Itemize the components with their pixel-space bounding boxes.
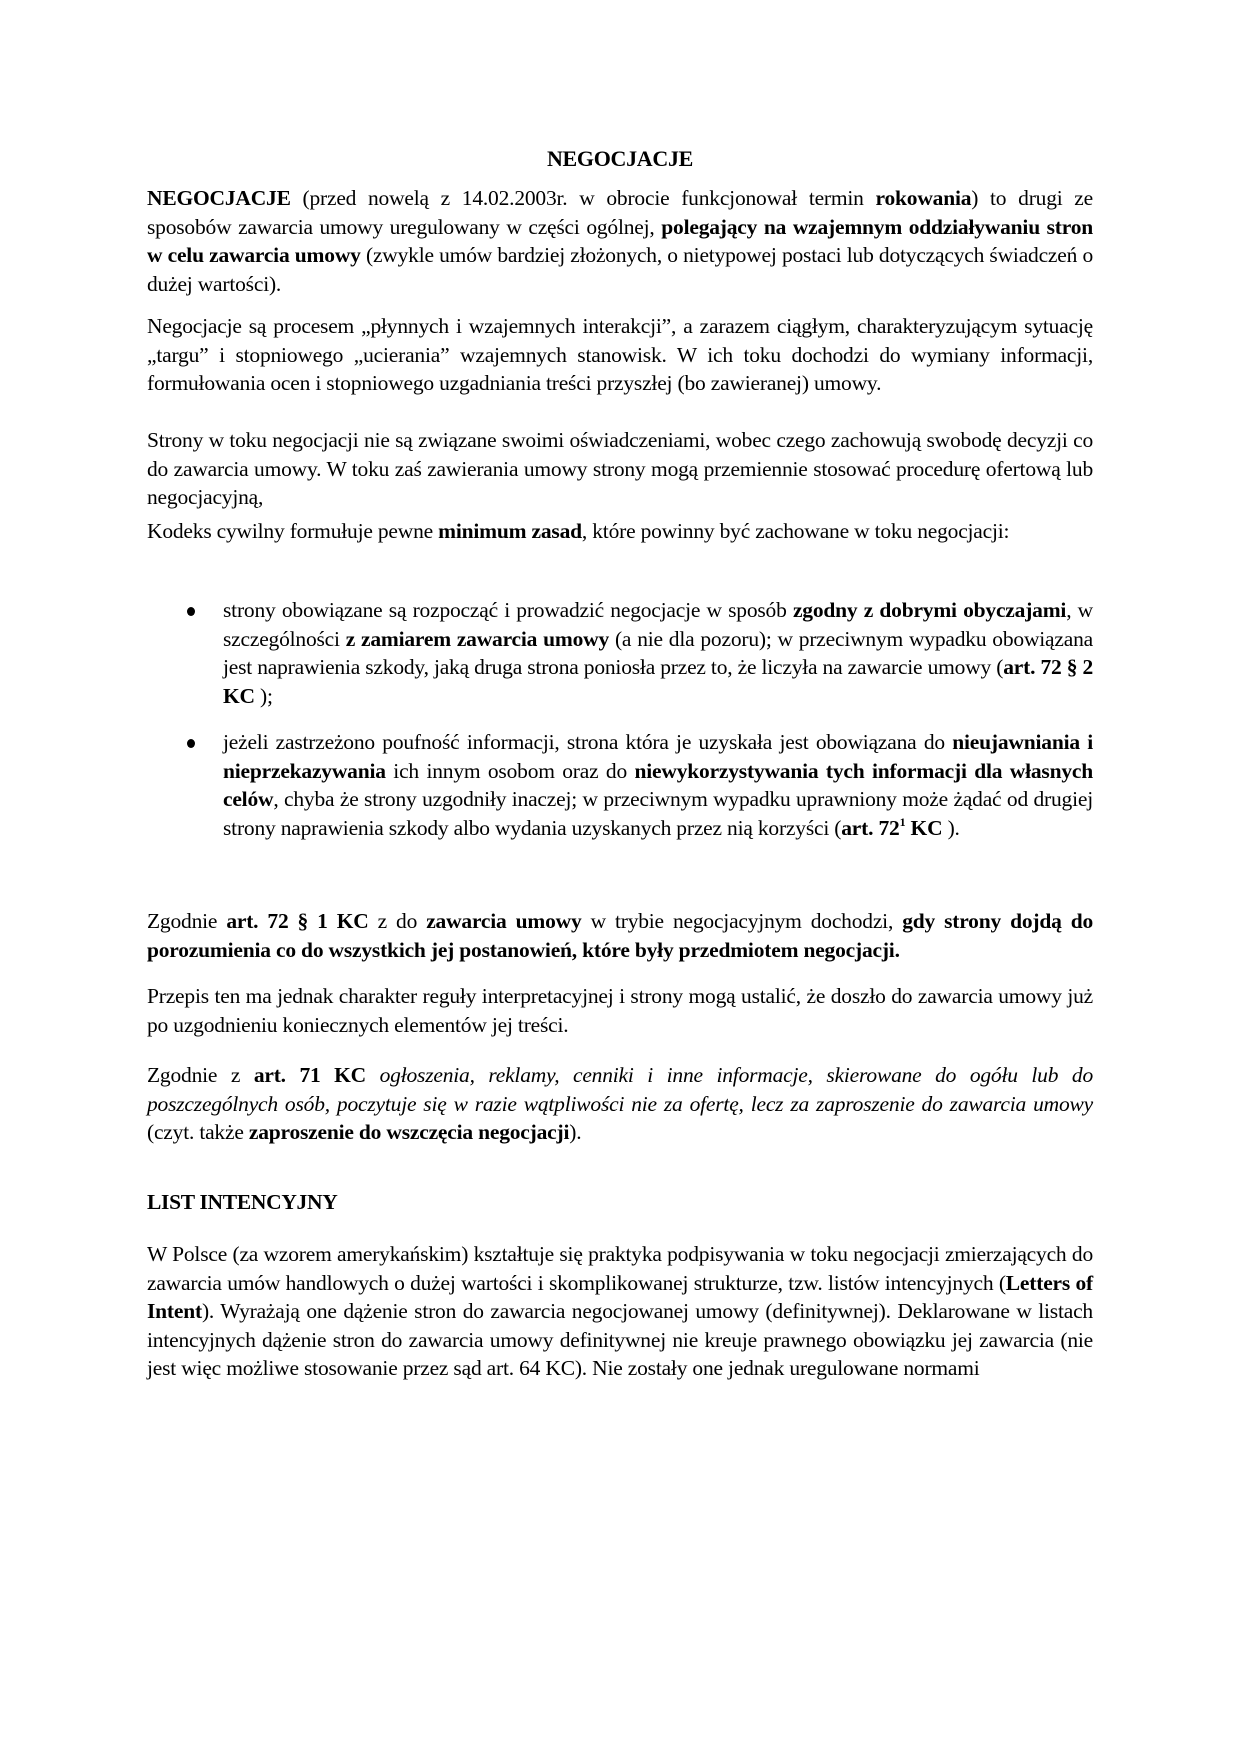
bullet-icon [187, 739, 195, 748]
document-title: NEGOCJACJE [546, 146, 694, 171]
paragraph-minimum-rules: Kodeks cywilny formułuje pewne minimum zasad, które powinny być zachowane w toku negocjacji: [147, 519, 1010, 543]
paragraph-definition: NEGOCJACJE (przed nowelą z 14.02.2003r. w obrocie funkcjonował termin rokowania) to drugi ze sposobów zawarcia umowy uregulowany w części ogólnej, polegający na wzajemnym oddziaływaniu stron w celu zawarcia umowy (zwykle umów bardziej złożonych, o nietypowej postaci lub dotyczących świadczeń o dużej wartości). [147, 186, 1094, 296]
paragraph-letter-of-intent: W Polsce (za wzorem amerykańskim) kształtuje się praktyka podpisywania w toku negocjacji zmierzających do zawarcia umów handlowych o dużej wartości i skomplikowanej strukturze, tzw. listów intencyjnych (Letters of Intent). Wyrażają one dążenie stron do zawarcia negocjowanej umowy (definitywnej). Deklarowane w listach intencyjnych dążenie stron do zawarcia umowy definitywnej nie kreuje prawnego obowiązku jej zawarcia (nie jest więc możliwe stosowanie przez sąd art. 64 KC). Nie zostały one jednak uregulowane normami [147, 1242, 1093, 1380]
paragraph-art-72: Zgodnie art. 72 § 1 KC z do zawarcia umowy w trybie negocjacyjnym dochodzi, gdy strony dojdą do porozumienia co do wszystkich jej postanowień, które były przedmiotem negocjacji. [147, 909, 1094, 962]
paragraph-art-71: Zgodnie z art. 71 KC ogłoszenia, reklamy, cenniki i inne informacje, skierowane do ogółu lub do poszczególnych osób, poczytuje się w razie wątpliwości nie za ofertę, lecz za zaproszenie do zawarcia umowy (czyt. także zaproszenie do wszczęcia negocjacji). [147, 1063, 1093, 1144]
bullet-icon [187, 607, 195, 616]
paragraph-process: Negocjacje są procesem „płynnych i wzajemnych interakcji”, a zarazem ciągłym, charakteryzującym sytuację „targu” i stopniowego „ucierania” wzajemnych stanowisk. W ich toku dochodzi do wymiany informacji, formułowania ocen i stopniowego uzgadniania treści przyszłej (bo zawieranej) umowy. [147, 314, 1093, 395]
section-heading-letter-of-intent: LIST INTENCYJNY [147, 1190, 338, 1214]
paragraph-interpretive-rule: Przepis ten ma jednak charakter reguły interpretacyjnej i strony mogą ustalić, że doszło do zawarcia umowy już po uzgodnieniu koniecznych elementów jej treści. [147, 984, 1093, 1037]
paragraph-parties-freedom: Strony w toku negocjacji nie są związane swoimi oświadczeniami, wobec czego zachowują swobodę decyzji co do zawarcia umowy. W toku zaś zawierania umowy strony mogą przemiennie stosować procedurę ofertową lub negocjacyjną, [147, 428, 1093, 509]
list-item-text: strony obowiązane są rozpocząć i prowadzić negocjacje w sposób zgodny z dobrymi obyczajami, w szczególności z zamiarem zawarcia umowy (a nie dla pozoru); w przeciwnym wypadku obowiązana jest naprawienia szkody, jaką druga strona poniosła przez to, że liczyła na zawarcie umowy (art. 72 § 2 KC ); [223, 598, 1094, 708]
list-item-text: jeżeli zastrzeżono poufność informacji, strona która je uzyskała jest obowiązana do nieujawniania i nieprzekazywania ich innym osobom oraz do niewykorzystywania tych informacji dla własnych celów, chyba że strony uzgodniły inaczej; w przeciwnym wypadku uprawniony może żądać od drugiej strony naprawienia szkody albo wydania uzyskanych przez nią korzyści (art. $72^1$ KC ). [223, 730, 1093, 840]
